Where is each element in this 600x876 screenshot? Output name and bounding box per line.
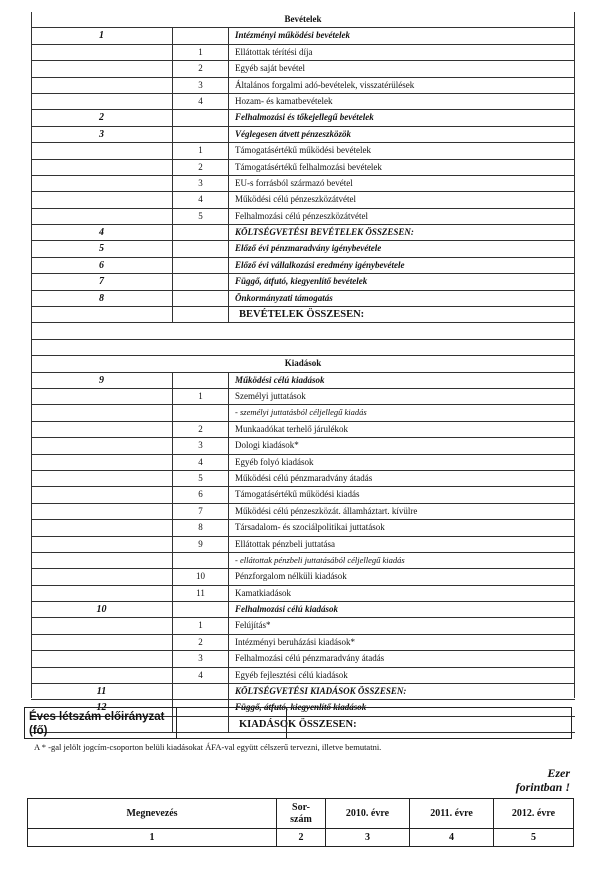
unit-line1: Ezer <box>547 766 570 780</box>
col-number: 2 <box>277 829 326 847</box>
header-row-number: Sor- szám <box>277 799 326 829</box>
table-row <box>31 143 575 159</box>
table-row <box>31 438 575 454</box>
sub-number <box>173 225 229 240</box>
sub-number: 3 <box>173 176 229 191</box>
table-row <box>31 471 575 487</box>
table-row <box>31 258 575 274</box>
staff-forecast-box <box>24 707 572 739</box>
row-label: - ellátottak pénzbeli juttatásából céljellegű kiadás <box>235 554 405 565</box>
sub-number: 7 <box>173 504 229 519</box>
table-row <box>31 487 575 503</box>
row-label: Működési célú pénzeszközátvétel <box>235 194 356 205</box>
sub-number <box>173 127 229 142</box>
row-number <box>31 45 173 60</box>
sub-number <box>173 405 229 420</box>
row-number <box>31 537 173 552</box>
row-label: Egyéb saját bevétel <box>235 63 305 74</box>
sub-number <box>173 291 229 306</box>
header-2010: 2010. évre <box>326 799 410 829</box>
table-row <box>31 110 575 126</box>
row-label: Működési célú pénzmaradvány átadás <box>235 472 373 483</box>
row-label: Pénzforgalom nélküli kiadások <box>235 571 347 582</box>
row-label: Előző évi pénzmaradvány igénybevétele <box>235 243 382 254</box>
table-row <box>31 455 575 471</box>
row-number: 4 <box>31 225 173 240</box>
row-number: 7 <box>31 274 173 289</box>
row-label: Általános forgalmi adó-bevételek, visszatérülések <box>235 79 415 90</box>
table-row <box>31 618 575 634</box>
table-row <box>31 78 575 94</box>
table-row <box>31 520 575 536</box>
row-label: KIADÁSOK ÖSSZESEN: <box>239 718 357 730</box>
sub-number: 2 <box>173 422 229 437</box>
sub-number <box>173 258 229 273</box>
row-number: 11 <box>31 684 173 699</box>
row-number: 1 <box>31 28 173 43</box>
unit-label <box>516 766 570 794</box>
row-label: Függő, átfutó, kiegyenlítő kiadások <box>235 702 367 713</box>
sub-number <box>173 553 229 568</box>
table-row <box>31 569 575 585</box>
row-label: Intézményi működési bevételek <box>235 30 350 41</box>
sub-number: 5 <box>173 471 229 486</box>
row-number: 12 <box>31 700 173 715</box>
row-number <box>31 586 173 601</box>
row-number <box>31 209 173 224</box>
sub-number <box>173 684 229 699</box>
sub-number: 4 <box>173 94 229 109</box>
staff-cell <box>177 708 287 738</box>
footnote: A * -gal jelölt jogcím-csoporton belüli kiadásokat ÁFA-val együtt célszerű tervezni, illetve bemutatni. <box>34 742 382 752</box>
row-number <box>31 176 173 191</box>
col-number: 5 <box>494 829 574 847</box>
row-label: Működési célú pénzeszközát. államháztart. kívülre <box>235 505 418 516</box>
forecast-table <box>27 798 574 847</box>
sub-number: 8 <box>173 520 229 535</box>
table-row <box>31 127 575 143</box>
sub-number <box>173 241 229 256</box>
row-label: Támogatásértékű működési kiadás <box>235 489 360 500</box>
row-number <box>31 61 173 76</box>
row-label: Felhalmozási és tőkejellegű bevételek <box>235 112 374 123</box>
table-row <box>31 45 575 61</box>
row-number <box>31 553 173 568</box>
row-number <box>31 651 173 666</box>
row-number: 6 <box>31 258 173 273</box>
sub-number <box>173 274 229 289</box>
staff-label-line2: (fő) <box>29 725 48 737</box>
table-row <box>31 291 575 307</box>
row-label: Ellátottak térítési díja <box>235 46 313 57</box>
sub-number: 3 <box>173 438 229 453</box>
expense-section-header-title: Kiadások <box>284 358 322 369</box>
row-number <box>31 569 173 584</box>
row-number: 3 <box>31 127 173 142</box>
table-row <box>31 504 575 520</box>
row-label: Egyéb folyó kiadások <box>235 456 314 467</box>
row-number <box>31 389 173 404</box>
row-label: KÖLTSÉGVETÉSI KIADÁSOK ÖSSZESEN: <box>235 686 407 697</box>
row-label: Támogatásértékű működési bevételek <box>235 145 371 156</box>
sub-number: 2 <box>173 61 229 76</box>
table-row <box>31 274 575 290</box>
sub-number <box>173 110 229 125</box>
header-name: Megnevezés <box>28 799 277 829</box>
row-number <box>31 668 173 683</box>
row-number <box>31 94 173 109</box>
sub-number: 1 <box>173 618 229 633</box>
table-row <box>31 389 575 405</box>
blank-row <box>31 340 575 356</box>
row-number <box>31 78 173 93</box>
revenue-section-header <box>31 12 575 28</box>
table-row <box>31 651 575 667</box>
staff-label <box>25 708 177 738</box>
row-number <box>31 307 173 322</box>
row-number: 9 <box>31 373 173 388</box>
staff-label-line1: Éves létszám előirányzat <box>29 711 165 723</box>
row-label: EU-s forrásból származó bevétel <box>235 177 353 188</box>
table-row <box>31 405 575 421</box>
row-label: BEVÉTELEK ÖSSZESEN: <box>239 309 365 321</box>
row-number <box>31 192 173 207</box>
row-label: KÖLTSÉGVETÉSI BEVÉTELEK ÖSSZESEN: <box>235 227 414 238</box>
table-row <box>31 537 575 553</box>
row-number <box>31 405 173 420</box>
row-label: Intézményi beruházási kiadások* <box>235 636 355 647</box>
table-row <box>31 192 575 208</box>
table-row <box>31 422 575 438</box>
table-row <box>31 160 575 176</box>
row-label: Felújítás* <box>235 620 271 631</box>
table-row <box>31 61 575 77</box>
table-row <box>31 241 575 257</box>
table-row <box>31 668 575 684</box>
row-number: 2 <box>31 110 173 125</box>
table-row <box>31 684 575 700</box>
sub-number <box>173 373 229 388</box>
row-label: Önkormányzati támogatás <box>235 292 333 303</box>
sub-number: 2 <box>173 635 229 650</box>
sub-number <box>173 307 229 322</box>
table-row <box>31 307 575 323</box>
sub-number: 1 <box>173 389 229 404</box>
row-number <box>31 455 173 470</box>
row-label: Működési célú kiadások <box>235 374 325 385</box>
sub-number: 5 <box>173 209 229 224</box>
sub-number: 3 <box>173 78 229 93</box>
staff-cell <box>287 708 571 738</box>
sub-number: 4 <box>173 668 229 683</box>
sub-number: 3 <box>173 651 229 666</box>
row-number <box>31 438 173 453</box>
row-label: Függő, átfutó, kiegyenlítő bevételek <box>235 276 368 287</box>
row-number <box>31 422 173 437</box>
row-number <box>31 504 173 519</box>
sub-number: 11 <box>173 586 229 601</box>
row-label: Felhalmozási célú pénzeszközátvétel <box>235 210 368 221</box>
col-number: 3 <box>326 829 410 847</box>
row-number <box>31 635 173 650</box>
row-label: Egyéb fejlesztési célú kiadások <box>235 669 348 680</box>
table-row <box>31 602 575 618</box>
row-number <box>31 618 173 633</box>
sub-number: 1 <box>173 45 229 60</box>
row-label: Véglegesen átvett pénzeszközök <box>235 128 351 139</box>
col-number: 4 <box>410 829 494 847</box>
row-label: Támogatásértékű felhalmozási bevételek <box>235 161 382 172</box>
row-number: 10 <box>31 602 173 617</box>
table-row <box>31 586 575 602</box>
row-label: Felhalmozási célú pénzmaradvány átadás <box>235 653 385 664</box>
table-row <box>31 373 575 389</box>
row-number <box>31 143 173 158</box>
sub-number: 10 <box>173 569 229 584</box>
table-row <box>31 225 575 241</box>
row-number: 5 <box>31 241 173 256</box>
row-label: Hozam- és kamatbevételek <box>235 95 333 106</box>
row-label: - személyi juttatásból céljellegű kiadás <box>235 407 367 418</box>
sub-number: 9 <box>173 537 229 552</box>
row-label: Munkaadókat terhelő járulékok <box>235 423 348 434</box>
row-number: 8 <box>31 291 173 306</box>
budget-table <box>31 12 575 733</box>
sub-number: 2 <box>173 160 229 175</box>
row-number <box>31 487 173 502</box>
row-label: Ellátottak pénzbeli juttatása <box>235 538 335 549</box>
sub-number: 6 <box>173 487 229 502</box>
table-row <box>31 635 575 651</box>
sub-number: 1 <box>173 143 229 158</box>
blank-row <box>31 323 575 339</box>
row-number <box>31 520 173 535</box>
header-2012: 2012. évre <box>494 799 574 829</box>
table-row <box>31 28 575 44</box>
table-row <box>31 94 575 110</box>
col-number: 1 <box>28 829 277 847</box>
table-row <box>31 553 575 569</box>
sub-number: 4 <box>173 192 229 207</box>
row-label: Kamatkiadások <box>235 587 291 598</box>
row-label: Társadalom- és szociálpolitikai juttatások <box>235 522 385 533</box>
table-row <box>31 209 575 225</box>
row-label: Előző évi vállalkozási eredmény igénybevétele <box>235 259 405 270</box>
table-row <box>31 176 575 192</box>
row-label: Felhalmozási célú kiadások <box>235 604 339 615</box>
row-number <box>31 160 173 175</box>
sub-number <box>173 28 229 43</box>
header-2011: 2011. évre <box>410 799 494 829</box>
row-label: Személyi juttatások <box>235 390 306 401</box>
unit-line2: forintban ! <box>515 780 570 794</box>
revenue-section-header-title: Bevételek <box>284 14 322 24</box>
row-label: Dologi kiadások* <box>235 440 299 451</box>
sub-number: 4 <box>173 455 229 470</box>
expense-section-header <box>31 356 575 372</box>
sub-number <box>173 602 229 617</box>
row-number <box>31 471 173 486</box>
